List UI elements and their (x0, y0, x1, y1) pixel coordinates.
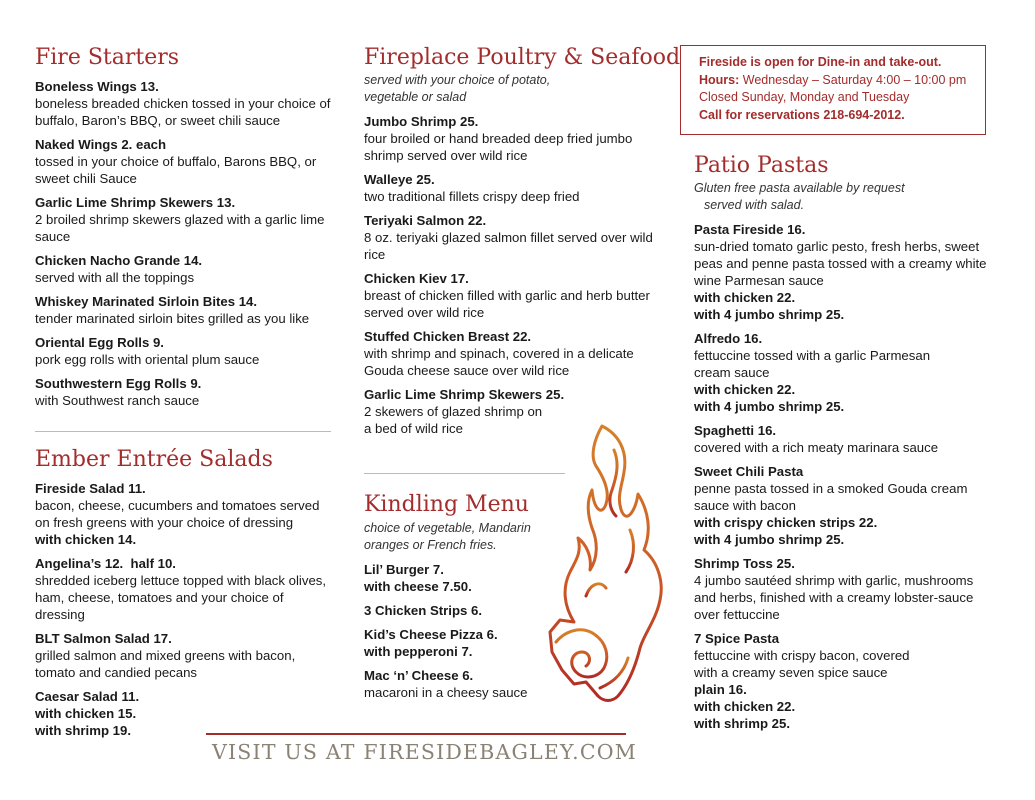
item-name: Angelina’s 12. half 10. (35, 556, 176, 571)
info-closed: Closed Sunday, Monday and Tuesday (699, 90, 910, 104)
hours-text: Wednesday – Saturday 4:00 – 10:00 pm (739, 72, 967, 87)
item-name: Teriyaki Salmon 22. (364, 213, 487, 228)
item-desc: cream sauce (694, 365, 770, 380)
section-title-patio-pastas: Patio Pastas (694, 153, 829, 178)
item-desc: tender marinated sirloin bites grilled as you like (35, 311, 310, 326)
menu-item (364, 113, 664, 164)
item-name: Sweet Chili Pasta (694, 464, 804, 479)
section-subtitle (694, 180, 994, 214)
menu-item (35, 334, 335, 368)
item-desc: grilled salmon and mixed greens with bacon, tomato and candied pecans (35, 648, 296, 680)
item-name: Shrimp Toss 25. (694, 556, 795, 571)
menu-item (364, 171, 664, 205)
item-extra: with crispy chicken strips 22. (694, 515, 878, 530)
item-name: Walleye 25. (364, 172, 435, 187)
subtitle-line: oranges or French fries. (364, 538, 497, 552)
item-name: Jumbo Shrimp 25. (364, 114, 479, 129)
item-name: Boneless Wings 13. (35, 79, 159, 94)
menu-item (35, 293, 335, 327)
item-desc: with shrimp and spinach, covered in a delicate Gouda cheese sauce over wild rice (364, 346, 634, 378)
item-desc: breast of chicken filled with garlic and herb butter served over wild rice (364, 288, 650, 320)
item-desc: 2 broiled shrimp skewers glazed with a garlic lime sauce (35, 212, 325, 244)
item-extra: with 4 jumbo shrimp 25. (694, 532, 845, 547)
item-extra: with 4 jumbo shrimp 25. (694, 307, 845, 322)
item-name: Southwestern Egg Rolls 9. (35, 376, 202, 391)
section-title-poultry-seafood: Fireplace Poultry & Seafood (364, 45, 681, 70)
item-desc: pork egg rolls with oriental plum sauce (35, 352, 260, 367)
menu-item (35, 194, 335, 245)
menu-item (35, 630, 335, 681)
item-desc: bacon, cheese, cucumbers and tomatoes served on fresh greens with your choice of dressing (35, 498, 320, 530)
section-subtitle (364, 72, 664, 106)
item-name: Whiskey Marinated Sirloin Bites 14. (35, 294, 258, 309)
subtitle-line: choice of vegetable, Mandarin (364, 521, 531, 535)
item-desc: served with all the toppings (35, 270, 195, 285)
item-desc: penne pasta tossed in a smoked Gouda cream sauce with bacon (694, 481, 968, 513)
section-title-fire-starters: Fire Starters (35, 45, 180, 70)
menu-item (35, 688, 335, 739)
item-desc: 4 jumbo sautéed shrimp with garlic, mushrooms and herbs, finished with a creamy lobster-sauce over fettuccine (694, 573, 974, 622)
footer-website: VISIT US AT FIRESIDEBAGLEY.COM (212, 740, 637, 764)
item-name: Chicken Nacho Grande 14. (35, 253, 203, 268)
column-middle (364, 0, 681, 700)
item-desc: boneless breaded chicken tossed in your choice of buffalo, Baron’s BBQ, or sweet chili sauce (35, 96, 331, 128)
fire-starters-list (35, 78, 335, 409)
menu-item (364, 328, 664, 379)
item-desc: 8 oz. teriyaki glazed salmon fillet served over wild rice (364, 230, 653, 262)
item-extra: with cheese 7.50. (364, 579, 472, 594)
menu-item (364, 212, 664, 263)
subtitle-line: vegetable or salad (364, 90, 467, 104)
item-desc: tossed in your choice of buffalo, Barons BBQ, or sweet chili Sauce (35, 154, 317, 186)
item-extra: with chicken 15. (35, 706, 137, 721)
section-title-kindling: Kindling Menu (364, 492, 529, 517)
menu-item (694, 330, 994, 415)
item-extra: with chicken 22. (694, 382, 796, 397)
item-name: Mac ‘n’ Cheese 6. (364, 668, 474, 683)
item-name: Caesar Salad 11. (35, 689, 140, 704)
item-name: Kid’s Cheese Pizza 6. (364, 627, 498, 642)
hours-label: Hours: (699, 72, 740, 87)
subtitle-line: served with your choice of potato, (364, 73, 551, 87)
item-desc: macaroni in a cheesy sauce (364, 685, 528, 700)
item-desc: a bed of wild rice (364, 421, 463, 436)
item-desc: fettuccine tossed with a garlic Parmesan (694, 348, 931, 363)
section-title-ember-salads: Ember Entrée Salads (35, 447, 273, 472)
menu-item (35, 136, 335, 187)
item-desc: shredded iceberg lettuce topped with black olives, ham, cheese, tomatoes and your choice of dressing (35, 573, 327, 622)
item-desc: with Southwest ranch sauce (35, 393, 200, 408)
menu-item (35, 555, 335, 623)
menu-item (694, 463, 994, 548)
item-extra: with chicken 14. (35, 532, 137, 547)
item-name: Naked Wings 2. each (35, 137, 167, 152)
item-desc: fettuccine with crispy bacon, covered (694, 648, 910, 663)
item-name: Garlic Lime Shrimp Skewers 13. (35, 195, 236, 210)
item-name: 7 Spice Pasta (694, 631, 780, 646)
item-extra: with chicken 22. (694, 699, 796, 714)
menu-item (35, 78, 335, 129)
item-extra: with pepperoni 7. (364, 644, 473, 659)
divider (35, 431, 331, 432)
item-extra: with chicken 22. (694, 290, 796, 305)
item-desc: with a creamy seven spice sauce (694, 665, 888, 680)
item-desc: covered with a rich meaty marinara sauce (694, 440, 939, 455)
item-name: Chicken Kiev 17. (364, 271, 469, 286)
subtitle-line: served with salad. (704, 198, 805, 212)
item-desc: four broiled or hand breaded deep fried jumbo shrimp served over wild rice (364, 131, 633, 163)
menu-item (694, 221, 994, 323)
info-dine-in: Fireside is open for Dine-in and take-out. (699, 55, 942, 69)
item-name: Stuffed Chicken Breast 22. (364, 329, 532, 344)
item-name: Fireside Salad 11. (35, 481, 146, 496)
flame-icon (540, 420, 670, 712)
menu-item (364, 270, 664, 321)
item-extra: plain 16. (694, 682, 747, 697)
column-right (694, 0, 994, 732)
menu-item (35, 480, 335, 548)
ember-salads-section (35, 447, 335, 739)
menu-item (35, 375, 335, 409)
menu-item (694, 422, 994, 456)
item-name: Pasta Fireside 16. (694, 222, 806, 237)
menu-item (694, 555, 994, 623)
item-extra: with shrimp 19. (35, 723, 131, 738)
menu-item (35, 252, 335, 286)
footer-divider (206, 733, 626, 735)
item-name: Garlic Lime Shrimp Skewers 25. (364, 387, 565, 402)
item-name: Spaghetti 16. (694, 423, 777, 438)
item-extra: with shrimp 25. (694, 716, 790, 731)
item-name: Lil’ Burger 7. (364, 562, 444, 577)
item-name: Alfredo 16. (694, 331, 763, 346)
subtitle-line: Gluten free pasta available by request (694, 181, 905, 195)
item-name: BLT Salmon Salad 17. (35, 631, 172, 646)
item-extra: with 4 jumbo shrimp 25. (694, 399, 845, 414)
column-left (35, 0, 335, 738)
info-reservations: Call for reservations 218-694-2012. (699, 107, 905, 122)
divider (364, 473, 565, 474)
item-name: Oriental Egg Rolls 9. (35, 335, 164, 350)
menu-item (694, 630, 994, 732)
item-name: 3 Chicken Strips 6. (364, 603, 482, 618)
item-desc: sun-dried tomato garlic pesto, fresh herbs, sweet peas and penne pasta tossed with a creamy white wine Parmesan sauce (694, 239, 987, 288)
item-desc: two traditional fillets crispy deep fried (364, 189, 580, 204)
item-desc: 2 skewers of glazed shrimp on (364, 404, 543, 419)
